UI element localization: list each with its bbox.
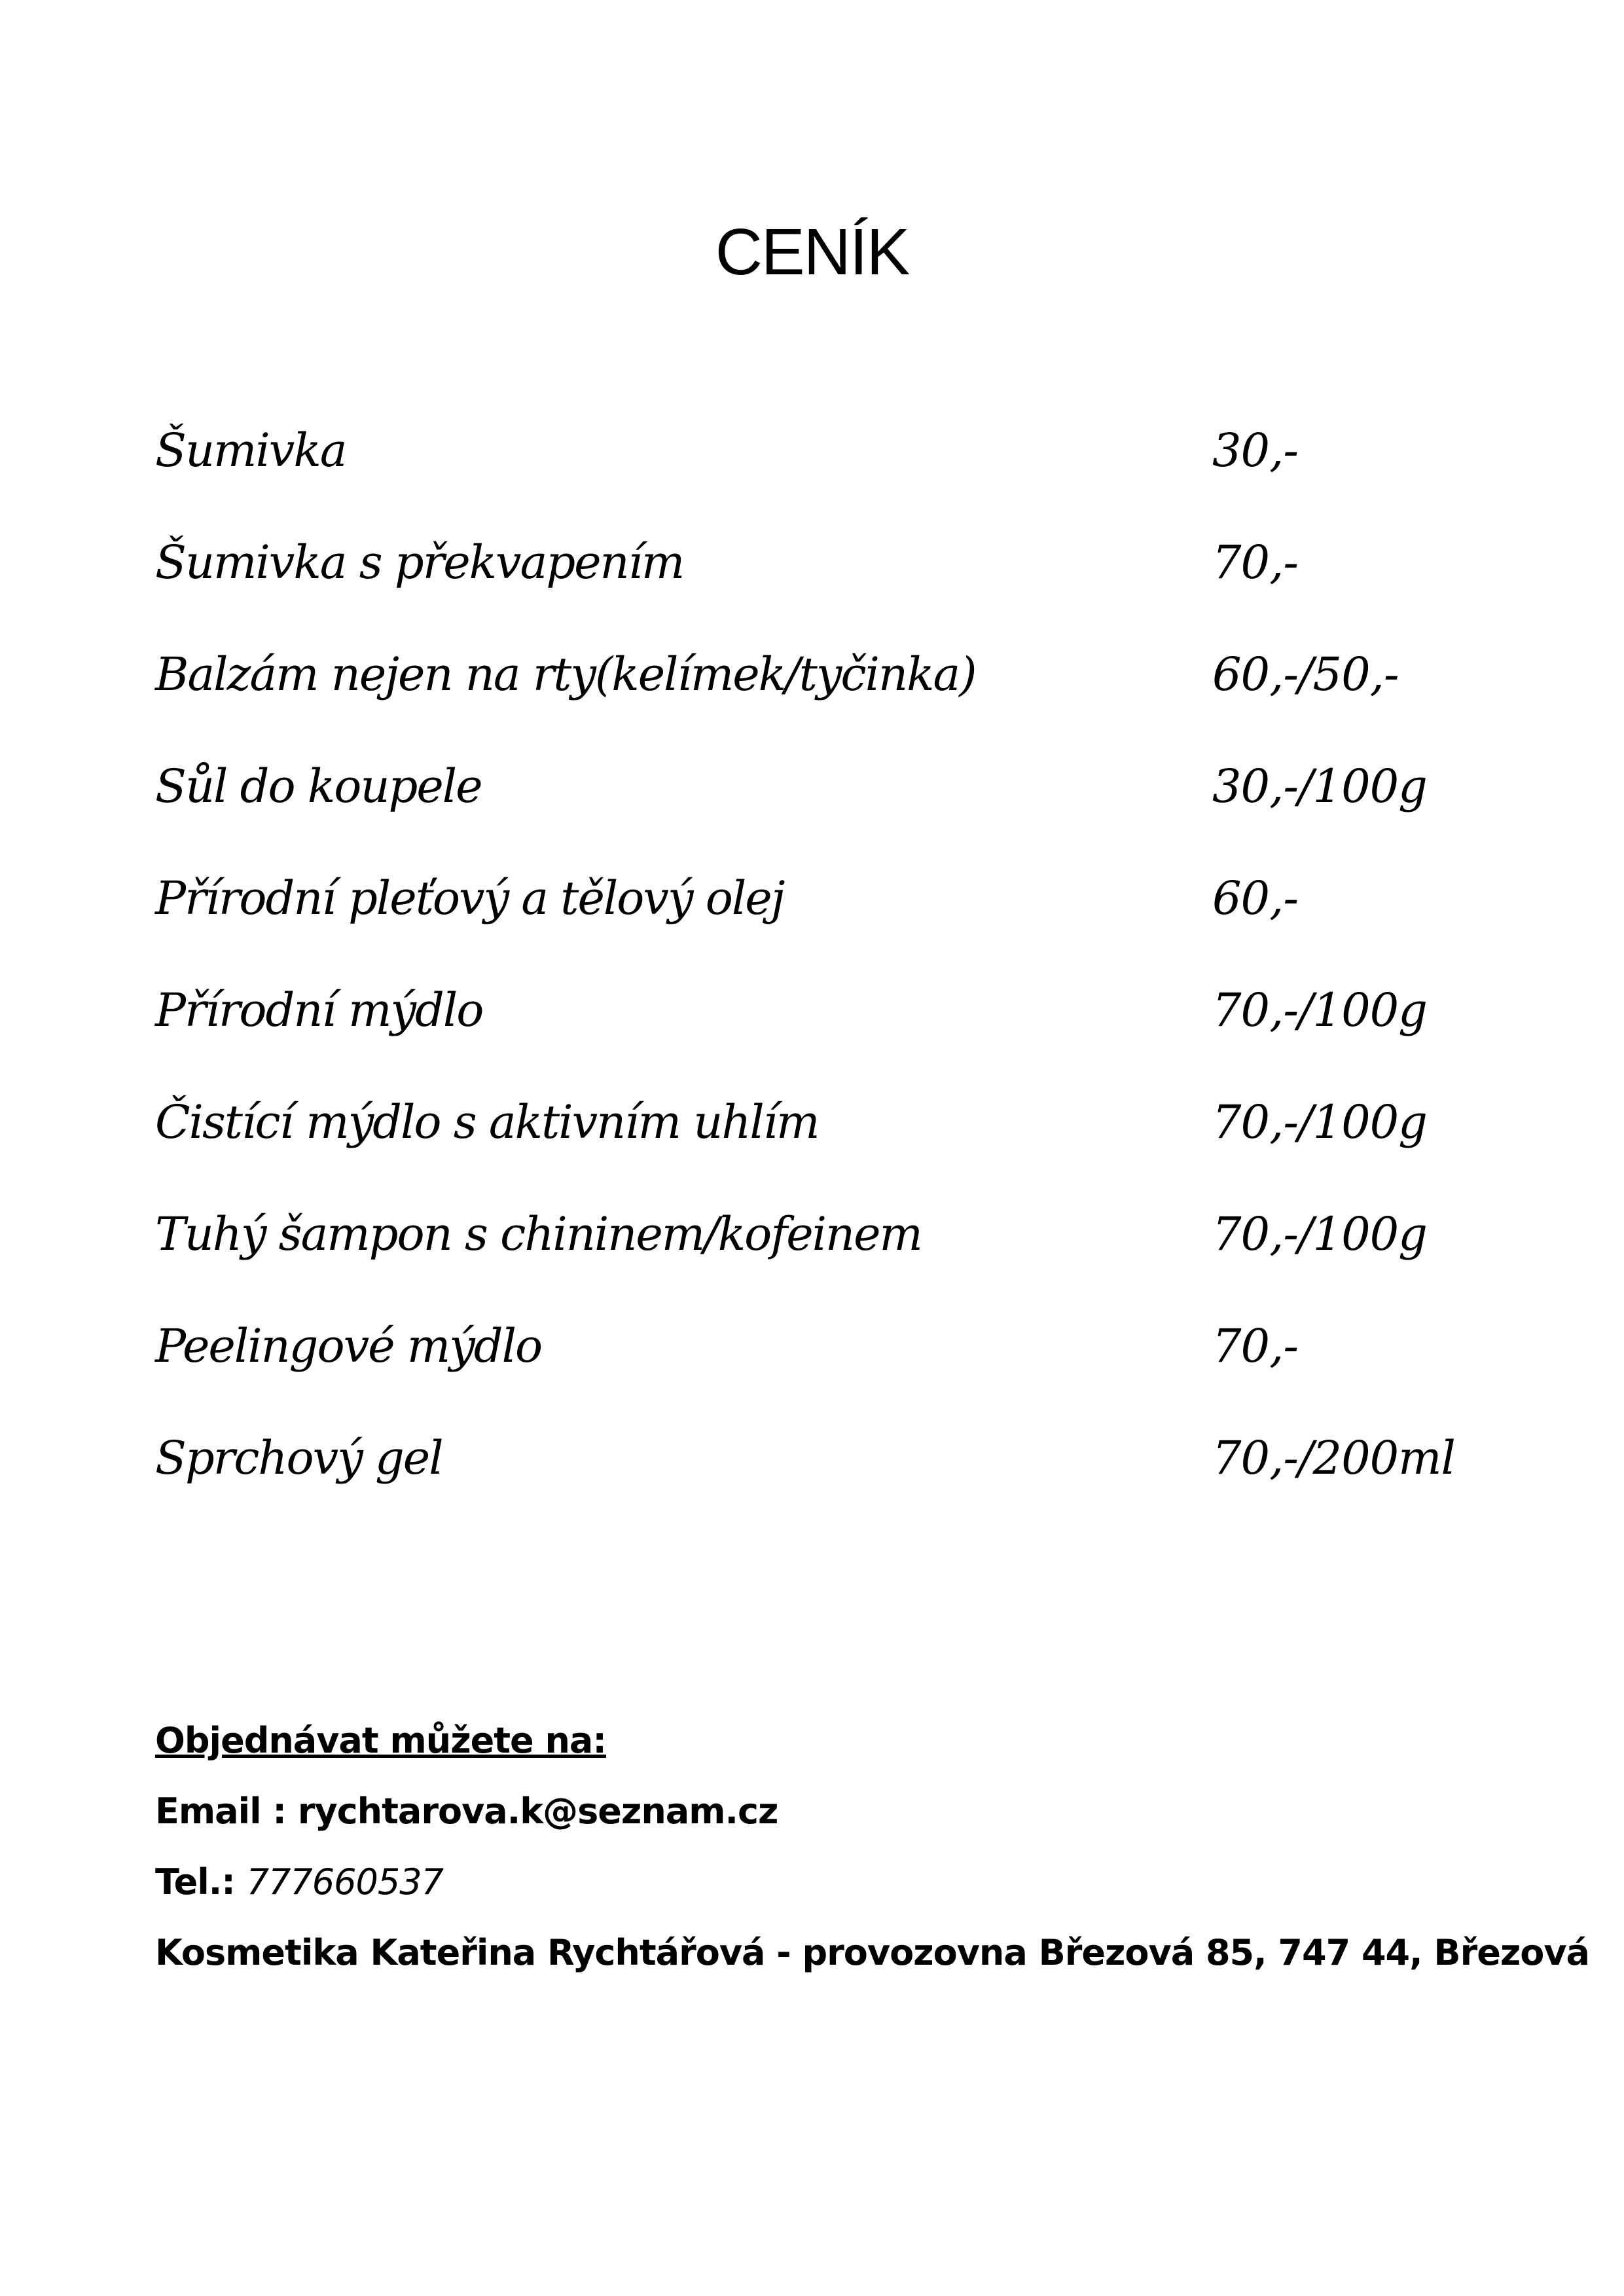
- price-row: [155, 517, 1530, 629]
- price-row: [155, 964, 1530, 1076]
- price-row: [155, 852, 1530, 964]
- price-row: [155, 405, 1530, 517]
- item-name: Přírodní mýdlo: [155, 983, 483, 1037]
- price-row: [155, 1076, 1530, 1188]
- item-name: Balzám nejen na rty(kelímek/tyčinka): [155, 647, 976, 701]
- item-name: Šumivka: [155, 424, 346, 477]
- contact-heading: Objednávat můžete na:: [155, 1720, 606, 1761]
- address-line: Kosmetika Kateřina Rychtářová - provozovna Březová 85, 747 44, Březová: [155, 1932, 1589, 1973]
- item-price: 70,-/100g: [1212, 983, 1427, 1037]
- item-price: 70,-: [1212, 536, 1298, 589]
- item-price: 30,-: [1212, 424, 1298, 477]
- phone-label: Tel.:: [155, 1861, 247, 1903]
- item-name: Čistící mýdlo s aktivním uhlím: [155, 1095, 819, 1149]
- email-label: Email :: [155, 1791, 298, 1832]
- phone-line: [155, 1847, 1530, 1918]
- item-price: 30,-/100g: [1212, 759, 1427, 813]
- item-price: 70,-: [1212, 1319, 1298, 1373]
- item-name: Sůl do koupele: [155, 759, 482, 813]
- page-title: CENÍK: [715, 215, 909, 289]
- phone-number[interactable]: 777660537: [246, 1861, 443, 1903]
- price-list: [155, 405, 1530, 1524]
- item-name: Sprchový gel: [155, 1431, 442, 1485]
- item-name: Přírodní pleťový a tělový olej: [155, 871, 784, 925]
- item-price: 60,-: [1212, 871, 1298, 925]
- item-price: 60,-/50,-: [1212, 647, 1399, 701]
- item-name: Peelingové mýdlo: [155, 1319, 542, 1373]
- item-name: Šumivka s překvapením: [155, 536, 684, 589]
- contact-section: [155, 1705, 1589, 1988]
- price-row: [155, 1188, 1530, 1300]
- price-row: [155, 1412, 1530, 1524]
- item-price: 70,-/200ml: [1212, 1431, 1455, 1485]
- item-price: 70,-/100g: [1212, 1095, 1427, 1149]
- price-row: [155, 740, 1530, 852]
- item-name: Tuhý šampon s chininem/kofeinem: [155, 1207, 922, 1261]
- price-row: [155, 629, 1530, 740]
- price-row: [155, 1300, 1530, 1412]
- item-price: 70,-/100g: [1212, 1207, 1427, 1261]
- email-line: [155, 1776, 1530, 1847]
- email-link[interactable]: rychtarova.k@seznam.cz: [297, 1791, 778, 1832]
